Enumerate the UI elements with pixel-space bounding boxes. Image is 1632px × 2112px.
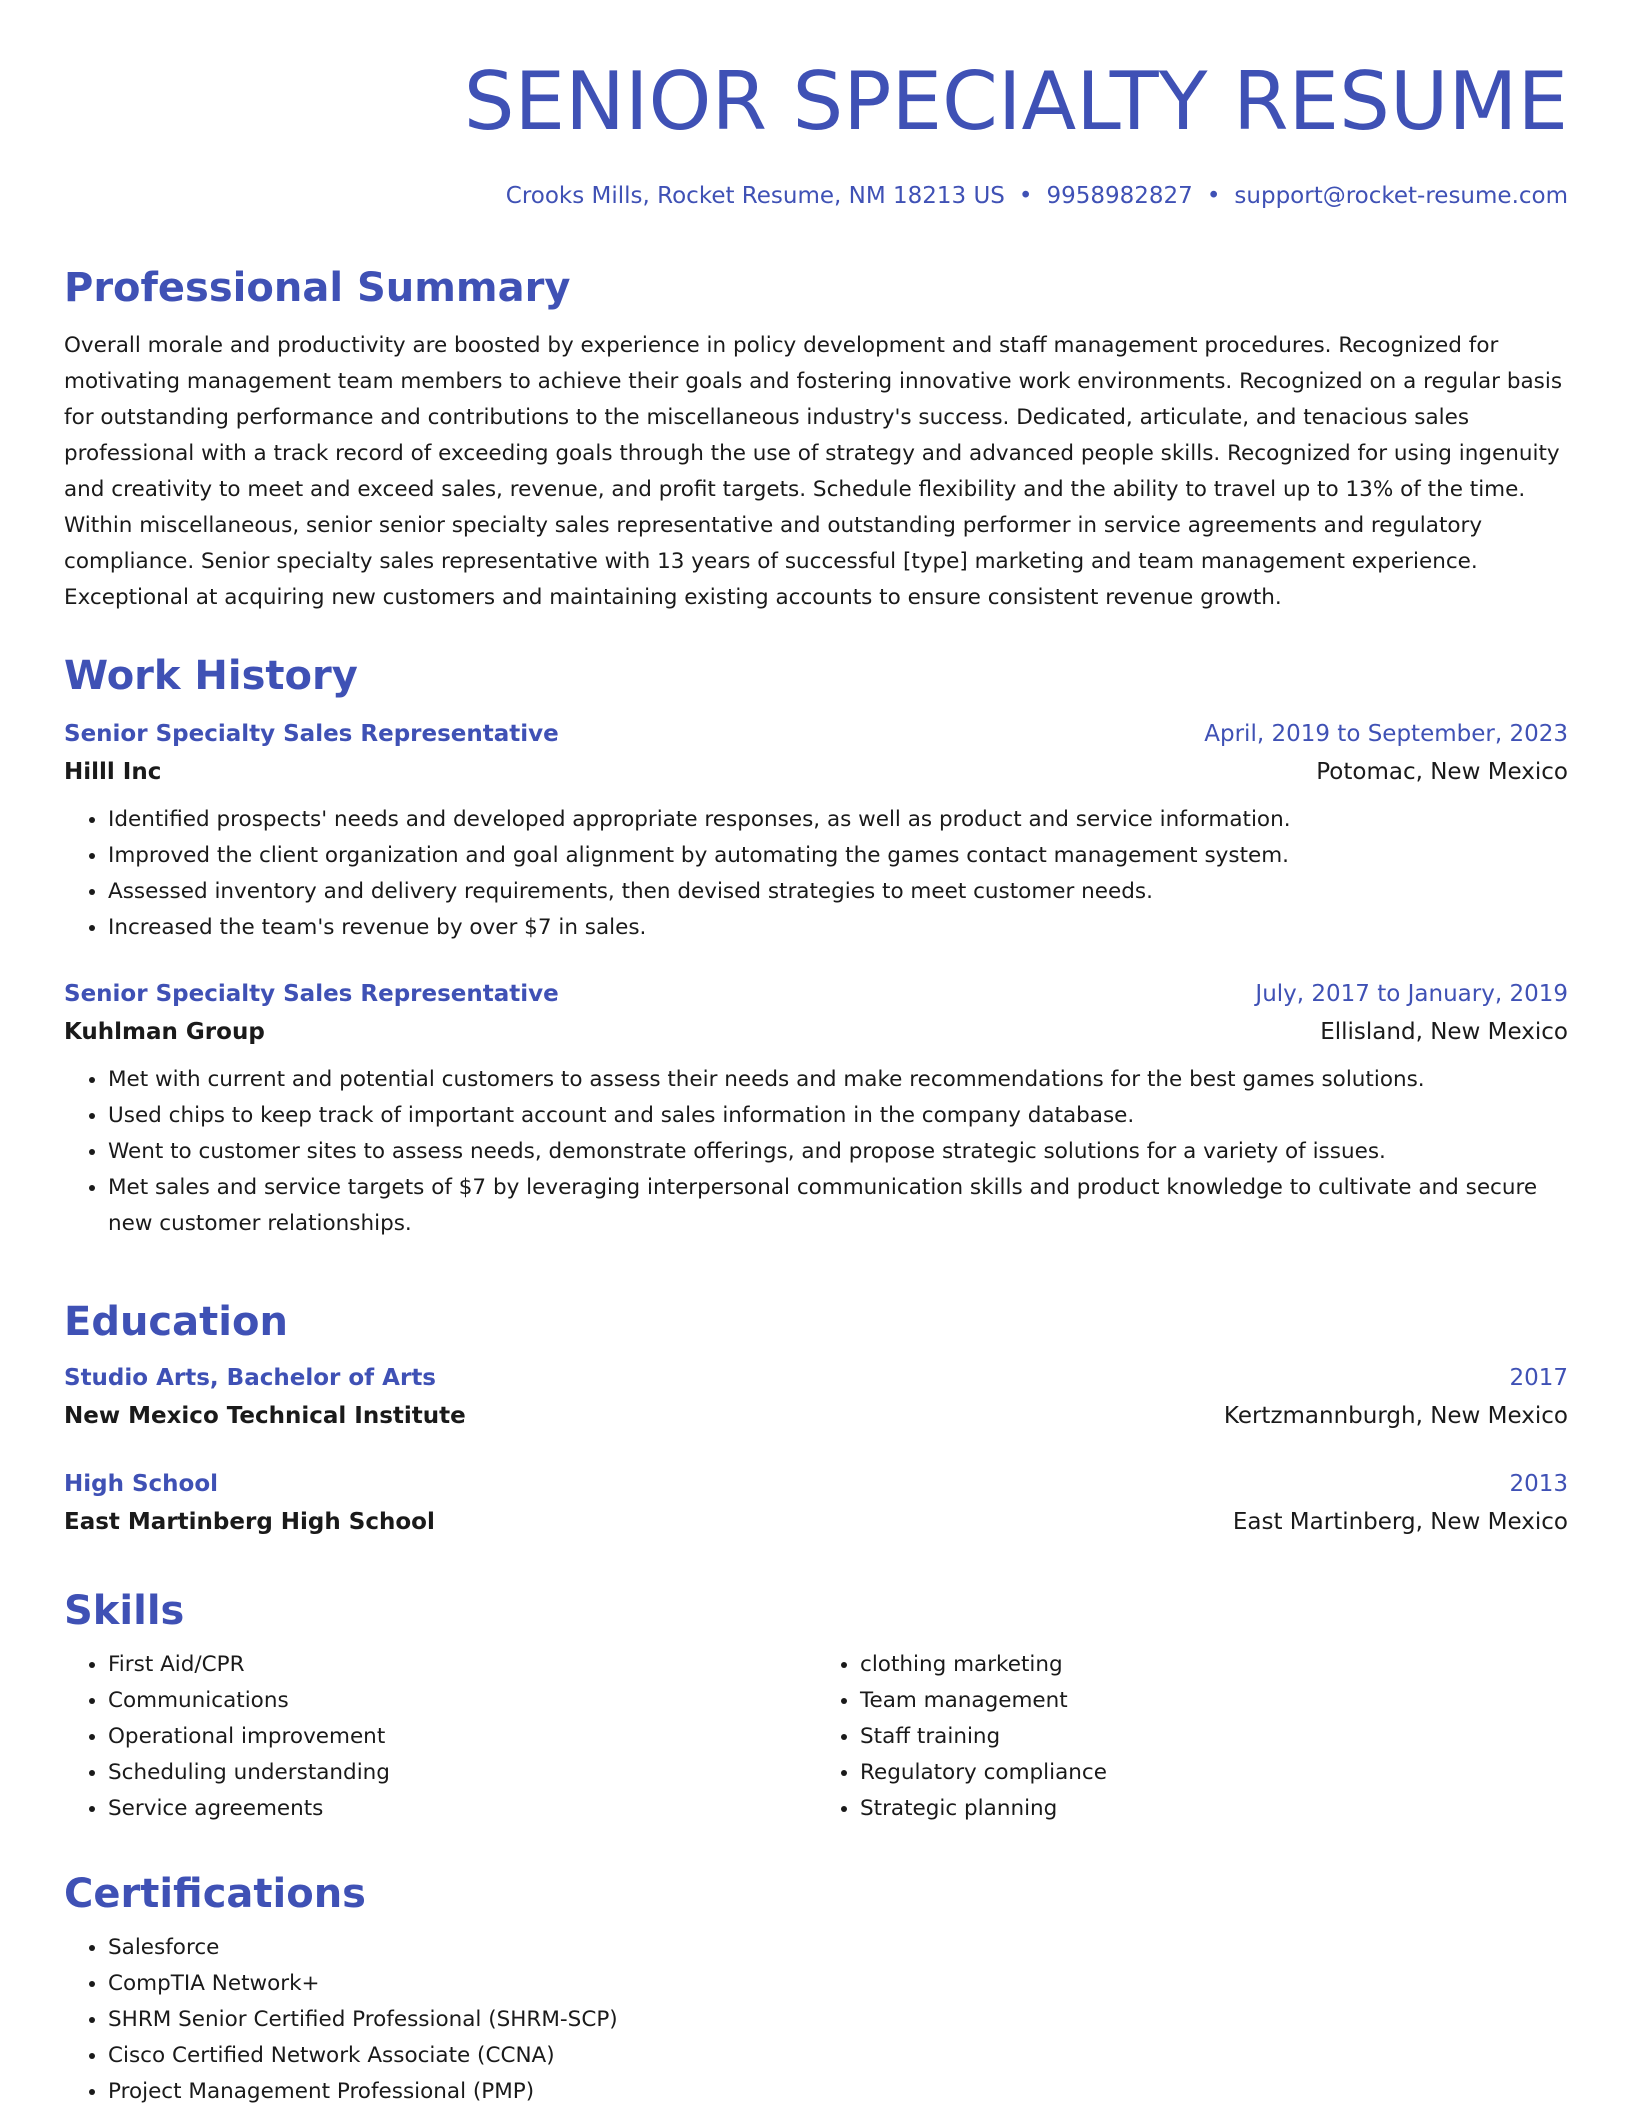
skill-item: • Staff training (860, 1719, 1568, 1755)
job-location: Potomac, New Mexico (1316, 759, 1568, 785)
job-bullet: • Improved the client organization and goal alignment by automating the games contact management system. (108, 838, 1568, 874)
certifications-section (64, 1868, 1568, 2110)
education-year: 2013 (1509, 1471, 1568, 1497)
education-school: New Mexico Technical Institute (64, 1403, 466, 1429)
skill-item: • Strategic planning (860, 1791, 1568, 1827)
certification-item: • Cisco Certified Network Associate (CCNA) (108, 2038, 1568, 2074)
certification-item: • Salesforce (108, 1930, 1568, 1966)
education-degree: Studio Arts, Bachelor of Arts (64, 1365, 436, 1391)
job-bullet: • Identified prospects' needs and developed appropriate responses, as well as product and service information. (108, 802, 1568, 838)
contact-line (64, 180, 1568, 212)
education-degree: High School (64, 1471, 219, 1497)
skills-column-left (64, 1647, 816, 1827)
job-dates: July, 2017 to January, 2019 (1255, 981, 1568, 1007)
certification-item: • CompTIA Network+ (108, 1966, 1568, 2002)
skill-item: • clothing marketing (860, 1647, 1568, 1683)
job-bullet: • Met with current and potential customers to assess their needs and make recommendations for the best games solutions. (108, 1062, 1568, 1098)
contact-phone: 9958982827 (1046, 183, 1193, 209)
job-bullet: • Met sales and service targets of $7 by leveraging interpersonal communication skills and product knowledge to cultivate and secure new customer relationships. (108, 1170, 1568, 1242)
education-section (64, 1296, 1568, 1542)
job-title: Senior Specialty Sales Representative (64, 721, 559, 747)
job-bullet: • Used chips to keep track of important account and sales information in the company database. (108, 1098, 1568, 1134)
contact-separator: • (1206, 183, 1221, 209)
education-location: Kertzmannburgh, New Mexico (1223, 1403, 1568, 1429)
certification-item: • Project Management Professional (PMP) (108, 2074, 1568, 2110)
education-school: East Martinberg High School (64, 1509, 435, 1535)
certification-item: • SHRM Senior Certified Professional (SHRM-SCP) (108, 2002, 1568, 2038)
resume-name: SENIOR SPECIALTY RESUME (463, 55, 1568, 148)
job-company: Kuhlman Group (64, 1019, 265, 1045)
job-company: Hilll Inc (64, 759, 162, 785)
summary-section (64, 262, 1568, 616)
work-history-heading: Work History (64, 653, 358, 699)
job-bullet: • Went to customer sites to assess needs, demonstrate offerings, and propose strategic solutions for a variety of issues. (108, 1134, 1568, 1170)
skills-column-right (816, 1647, 1568, 1827)
skills-heading: Skills (64, 1588, 185, 1634)
skill-item: • Scheduling understanding (108, 1755, 816, 1791)
summary-text: Overall morale and productivity are boosted by experience in policy development and staff management procedures. Recognized for motivating management team members to achieve their goals and fostering innovative work environments. Recognized on a regular basis for outstanding performance and contributions to the miscellaneous industry's success. Dedicated, articulate, and tenacious sales professional with a track record of exceeding goals through the use of strategy and advanced people skills. Recognized for using ingenuity and creativity to meet and exceed sales, revenue, and profit targets. Schedule flexibility and the ability to travel up to 13% of the time. Within miscellaneous, senior senior specialty sales representative and outstanding performer in service agreements and regulatory compliance. Senior specialty sales representative with 13 years of successful [type] marketing and team management experience. Exceptional at acquiring new customers and maintaining existing accounts to ensure consistent revenue growth. (64, 333, 1563, 610)
job-dates: April, 2019 to September, 2023 (1204, 721, 1568, 747)
contact-email: support@rocket-resume.com (1234, 183, 1568, 209)
job-bullet: • Increased the team's revenue by over $7 in sales. (108, 910, 1568, 946)
job-entry (64, 976, 1568, 1242)
skills-section (64, 1585, 1568, 1827)
certifications-list (64, 1930, 1568, 2110)
skill-item: • Team management (860, 1683, 1568, 1719)
job-entry (64, 716, 1568, 946)
education-location: East Martinberg, New Mexico (1232, 1509, 1568, 1535)
contact-address: Crooks Mills, Rocket Resume, NM 18213 US (505, 183, 1005, 209)
skill-item: • Service agreements (108, 1791, 816, 1827)
summary-heading: Professional Summary (64, 265, 571, 311)
education-year: 2017 (1509, 1365, 1568, 1391)
education-entry (64, 1466, 1568, 1542)
work-history-section (64, 650, 1568, 1242)
education-heading: Education (64, 1299, 288, 1345)
skills-grid (64, 1647, 1568, 1827)
job-bullet: • Assessed inventory and delivery requirements, then devised strategies to meet customer needs. (108, 874, 1568, 910)
skill-item: • First Aid/CPR (108, 1647, 816, 1683)
skill-item: • Operational improvement (108, 1719, 816, 1755)
job-bullets (64, 802, 1568, 946)
job-location: Ellisland, New Mexico (1320, 1019, 1568, 1045)
job-title: Senior Specialty Sales Representative (64, 981, 559, 1007)
contact-separator: • (1018, 183, 1033, 209)
skill-item: • Regulatory compliance (860, 1755, 1568, 1791)
skill-item: • Communications (108, 1683, 816, 1719)
certifications-heading: Certifications (64, 1871, 366, 1917)
education-entry (64, 1360, 1568, 1436)
job-bullets (64, 1062, 1568, 1242)
